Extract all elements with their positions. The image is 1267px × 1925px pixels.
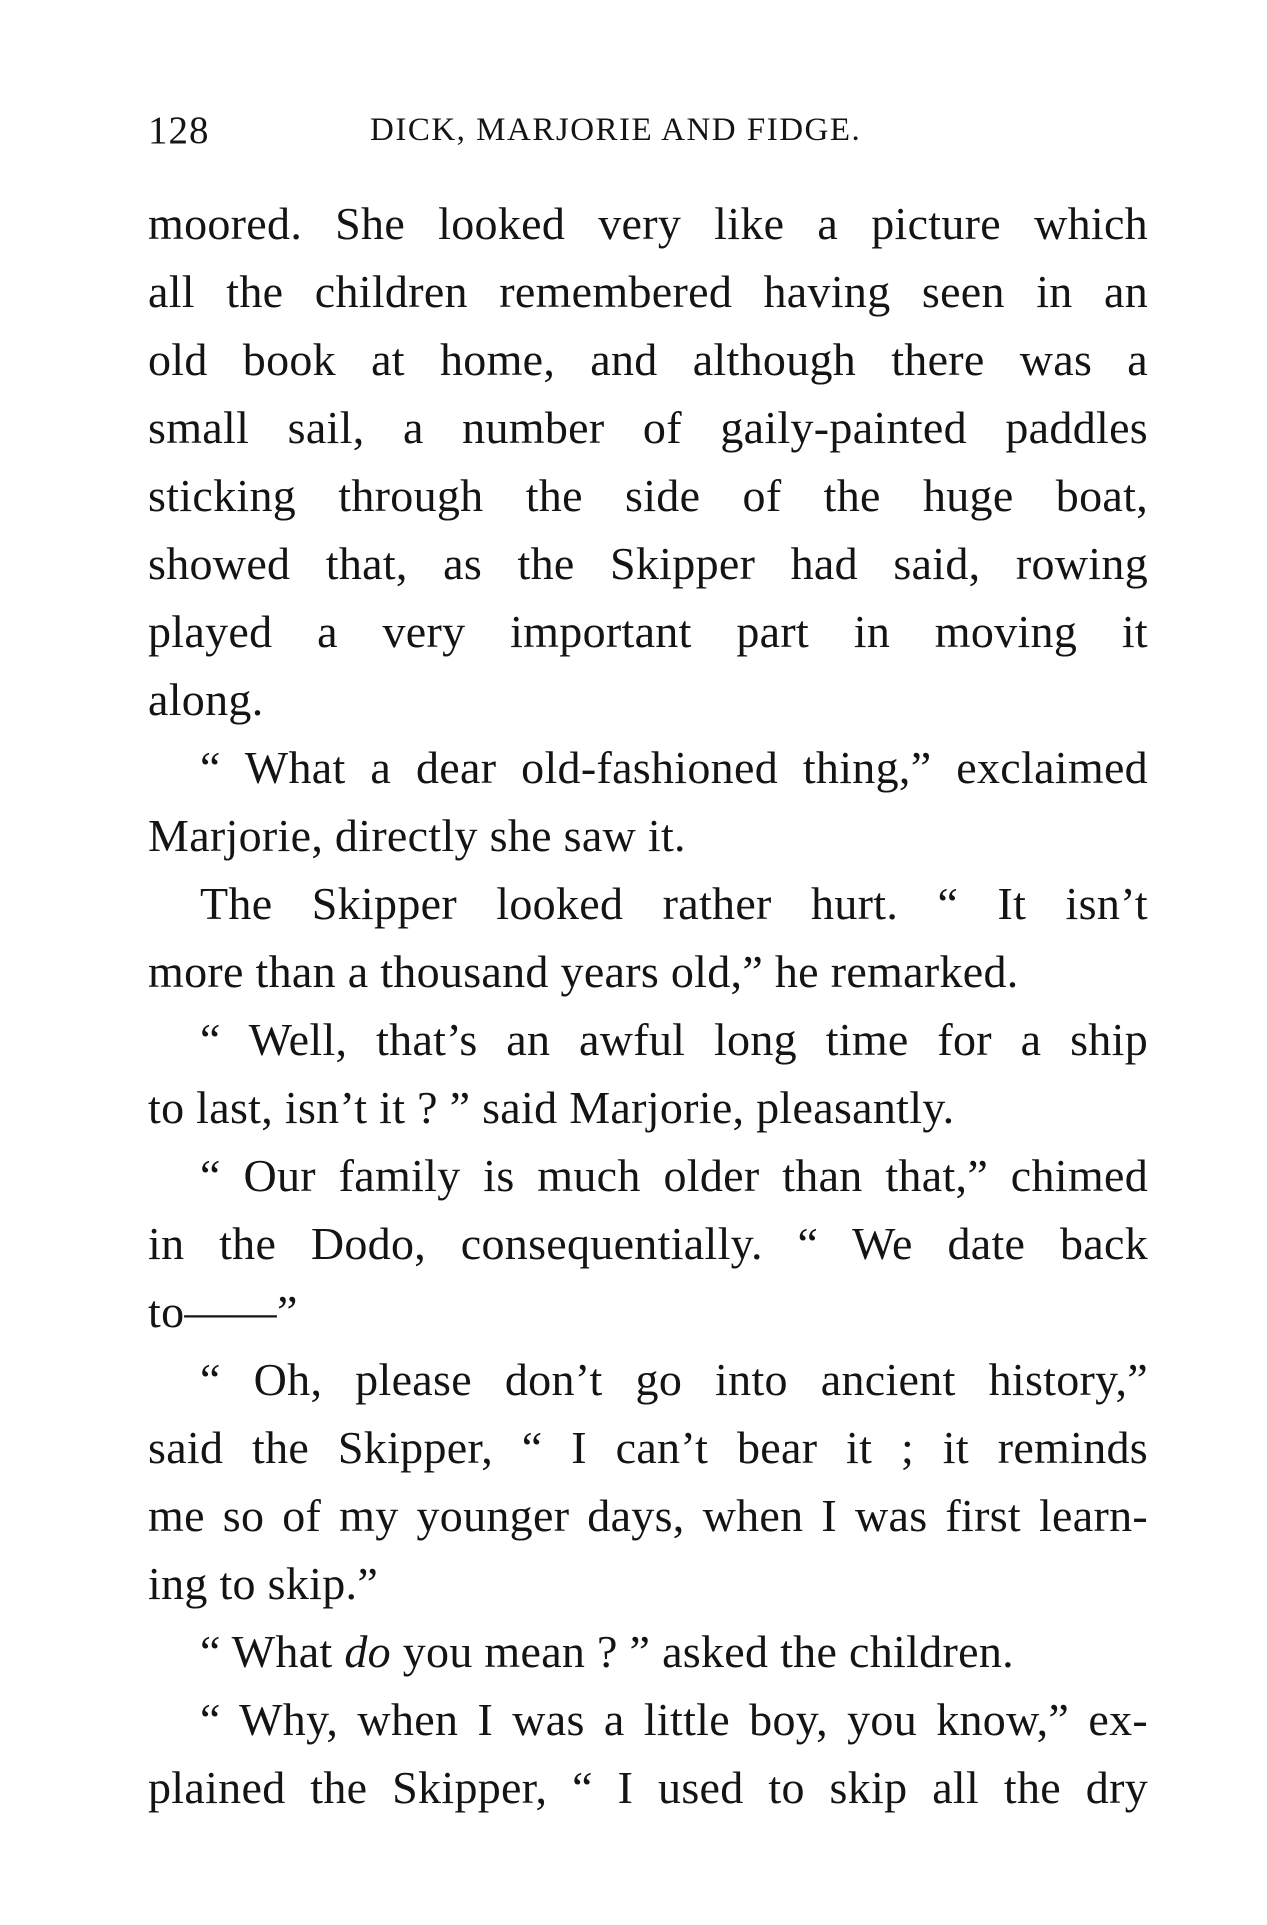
text-segment: “ What <box>200 1626 345 1677</box>
paragraph <box>148 1346 1148 1618</box>
text-line: Marjorie, directly she saw it. <box>148 810 686 861</box>
page-number: 128 <box>148 109 210 152</box>
text-line: plained the Skipper, “ I used to skip all the dry <box>148 1762 1148 1813</box>
text-line: “ Our family is much older than that,” chimed <box>200 1150 1148 1201</box>
text-line: small sail, a number of gaily-painted paddles <box>148 402 1148 453</box>
text-line: showed that, as the Skipper had said, rowing <box>148 538 1148 589</box>
text-line: to——” <box>148 1286 298 1337</box>
text-line: in the Dodo, consequentially. “ We date back <box>148 1218 1148 1269</box>
text-line: more than a thousand years old,” he remarked. <box>148 946 1019 997</box>
text-line: played a very important part in moving it <box>148 606 1148 657</box>
text-line: ing to skip.” <box>148 1558 379 1609</box>
paragraph <box>148 190 1148 734</box>
text-line: “ Oh, please don’t go into ancient history,” <box>200 1354 1148 1405</box>
text-line: sticking through the side of the huge boat, <box>148 470 1148 521</box>
text-line: “ What a dear old-fashioned thing,” exclaimed <box>200 742 1148 793</box>
text-line: “ Why, when I was a little boy, you know,” ex- <box>200 1694 1148 1745</box>
text-line: said the Skipper, “ I can’t bear it ; it reminds <box>148 1422 1148 1473</box>
text-line: “ Well, that’s an awful long time for a ship <box>200 1014 1148 1065</box>
page-header <box>148 108 1148 156</box>
paragraph <box>148 734 1148 870</box>
text-line: to last, isn’t it ? ” said Marjorie, pleasantly. <box>148 1082 955 1133</box>
text-segment: you mean ? ” asked the children. <box>390 1626 1014 1677</box>
paragraph <box>148 870 1148 1006</box>
text-line: me so of my younger days, when I was first learn- <box>148 1490 1148 1541</box>
text-line: old book at home, and although there was a <box>148 334 1148 385</box>
paragraph <box>148 1006 1148 1142</box>
running-title: DICK, MARJORIE AND FIDGE. <box>370 112 862 148</box>
text-line: The Skipper looked rather hurt. “ It isn’t <box>200 878 1148 929</box>
italic-word: do <box>344 1626 391 1677</box>
text-line: all the children remembered having seen in an <box>148 266 1148 317</box>
paragraph <box>148 1142 1148 1346</box>
paragraph <box>148 1618 1148 1686</box>
text-line: moored. She looked very like a picture which <box>148 198 1148 249</box>
text-line: along. <box>148 674 264 725</box>
body-text <box>148 190 1148 1822</box>
text-line <box>148 1618 1148 1686</box>
paragraph <box>148 1686 1148 1822</box>
